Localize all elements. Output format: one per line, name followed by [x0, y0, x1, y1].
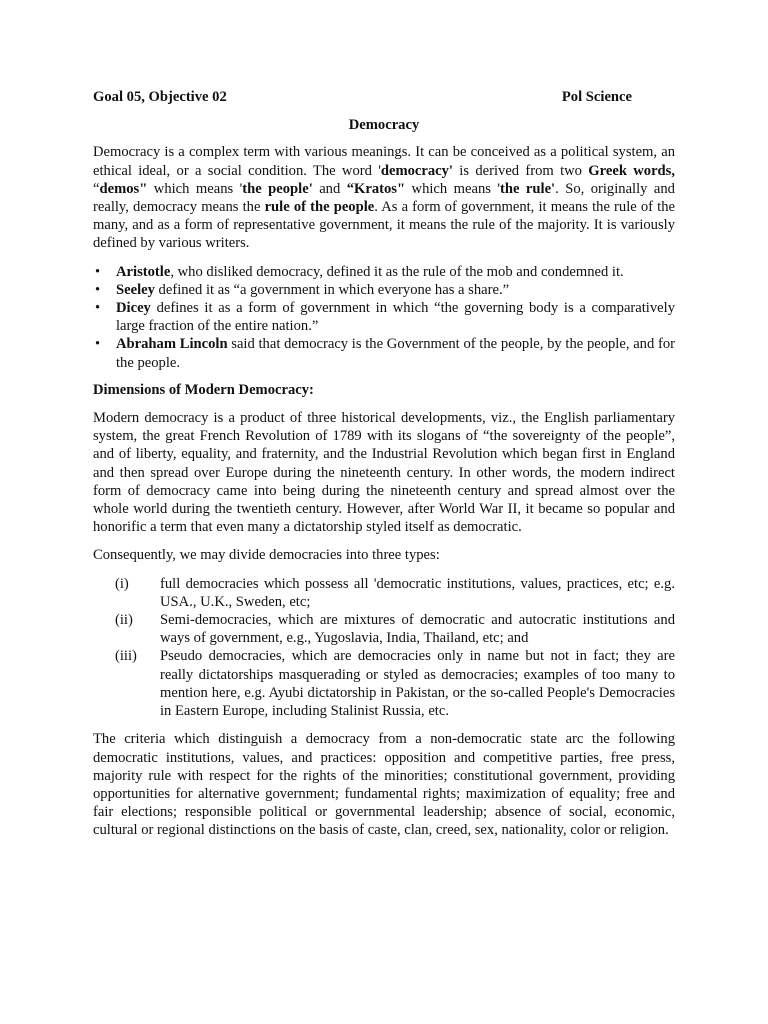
list-item: • Seeley defined it as “a government in which everyone has a share.”	[93, 281, 675, 299]
intro-paragraph: Democracy is a complex term with various meanings. It can be conceived as a political system, an ethical ideal, or a social condition. The word 'democracy' is derived from two Greek words, “demos" which means 'the people' and “Kratos" which means 'the rule'. So, originally and really, democracy means the rule of the people. As a form of government, it means the rule of the many, and as a form of representative government, it means the rule of the majority. It is variously defined by various writers.	[93, 144, 675, 252]
list-item: (i) full democracies which possess all 'democratic institutions, values, practices, etc; e.g. USA., U.K., Sweden, etc;	[115, 575, 675, 610]
democracy-types-list	[93, 575, 675, 721]
definitions-list	[93, 263, 675, 372]
list-item: (ii) Semi-democracies, which are mixtures of democratic and autocratic institutions and ways of government, e.g., Yugoslavia, India, Thailand, etc; and	[115, 612, 675, 647]
page-header	[93, 88, 675, 106]
modern-democracy-paragraph: Modern democracy is a product of three historical developments, viz., the English parliamentary system, the great French Revolution of 1789 with its slogans of “the sovereignty of the people”, and of liberty, equality, and fraternity, and the Industrial Revolution which began first in England and then spread over Europe during the nineteenth century. In other words, the modern indirect form of democracy came into being during the nineteenth century and spread almost over the whole world during the twentieth century. However, after World War II, it became so popular and honorific a term that even many a dictatorship styled itself as democratic.	[93, 410, 675, 536]
subject-label: Pol Science	[561, 89, 632, 105]
criteria-paragraph: The criteria which distinguish a democracy from a non-democratic state arc the following democratic institutions, values, and practices: opposition and competitive parties, free press, majority rule with respect for the rights of the minorities; constitutional government, providing opportunities for alternative government; fundamental rights; maximization of equality; free and fair elections; responsible political or governmental leadership; absence of social, economic, cultural or regional distinctions on the basis of caste, clan, creed, sex, nationality, color or religion.	[93, 731, 675, 839]
page-title: Democracy	[348, 117, 420, 134]
list-item: • Abraham Lincoln said that democracy is the Government of the people, by the people, and for the people.	[93, 335, 675, 371]
list-item: • Dicey defines it as a form of government in which “the governing body is a comparatively large fraction of the entire nation.”	[93, 299, 675, 335]
goal-objective-label: Goal 05, Objective 02	[93, 89, 227, 105]
section-heading: Dimensions of Modern Democracy:	[93, 381, 314, 398]
list-item: (iii) Pseudo democracies, which are democracies only in name but not in fact; they are really dictatorships masquerading or styled as democracies; examples of too many to mention here, e.g. Ayubi dictatorship in Pakistan, or the so-called People's Democracies in Eastern Europe, including Stalinist Russia, etc.	[115, 648, 675, 720]
types-intro: Consequently, we may divide democracies into three types:	[93, 547, 440, 564]
list-item: • Aristotle, who disliked democracy, defined it as the rule of the mob and condemned it.	[93, 263, 675, 281]
